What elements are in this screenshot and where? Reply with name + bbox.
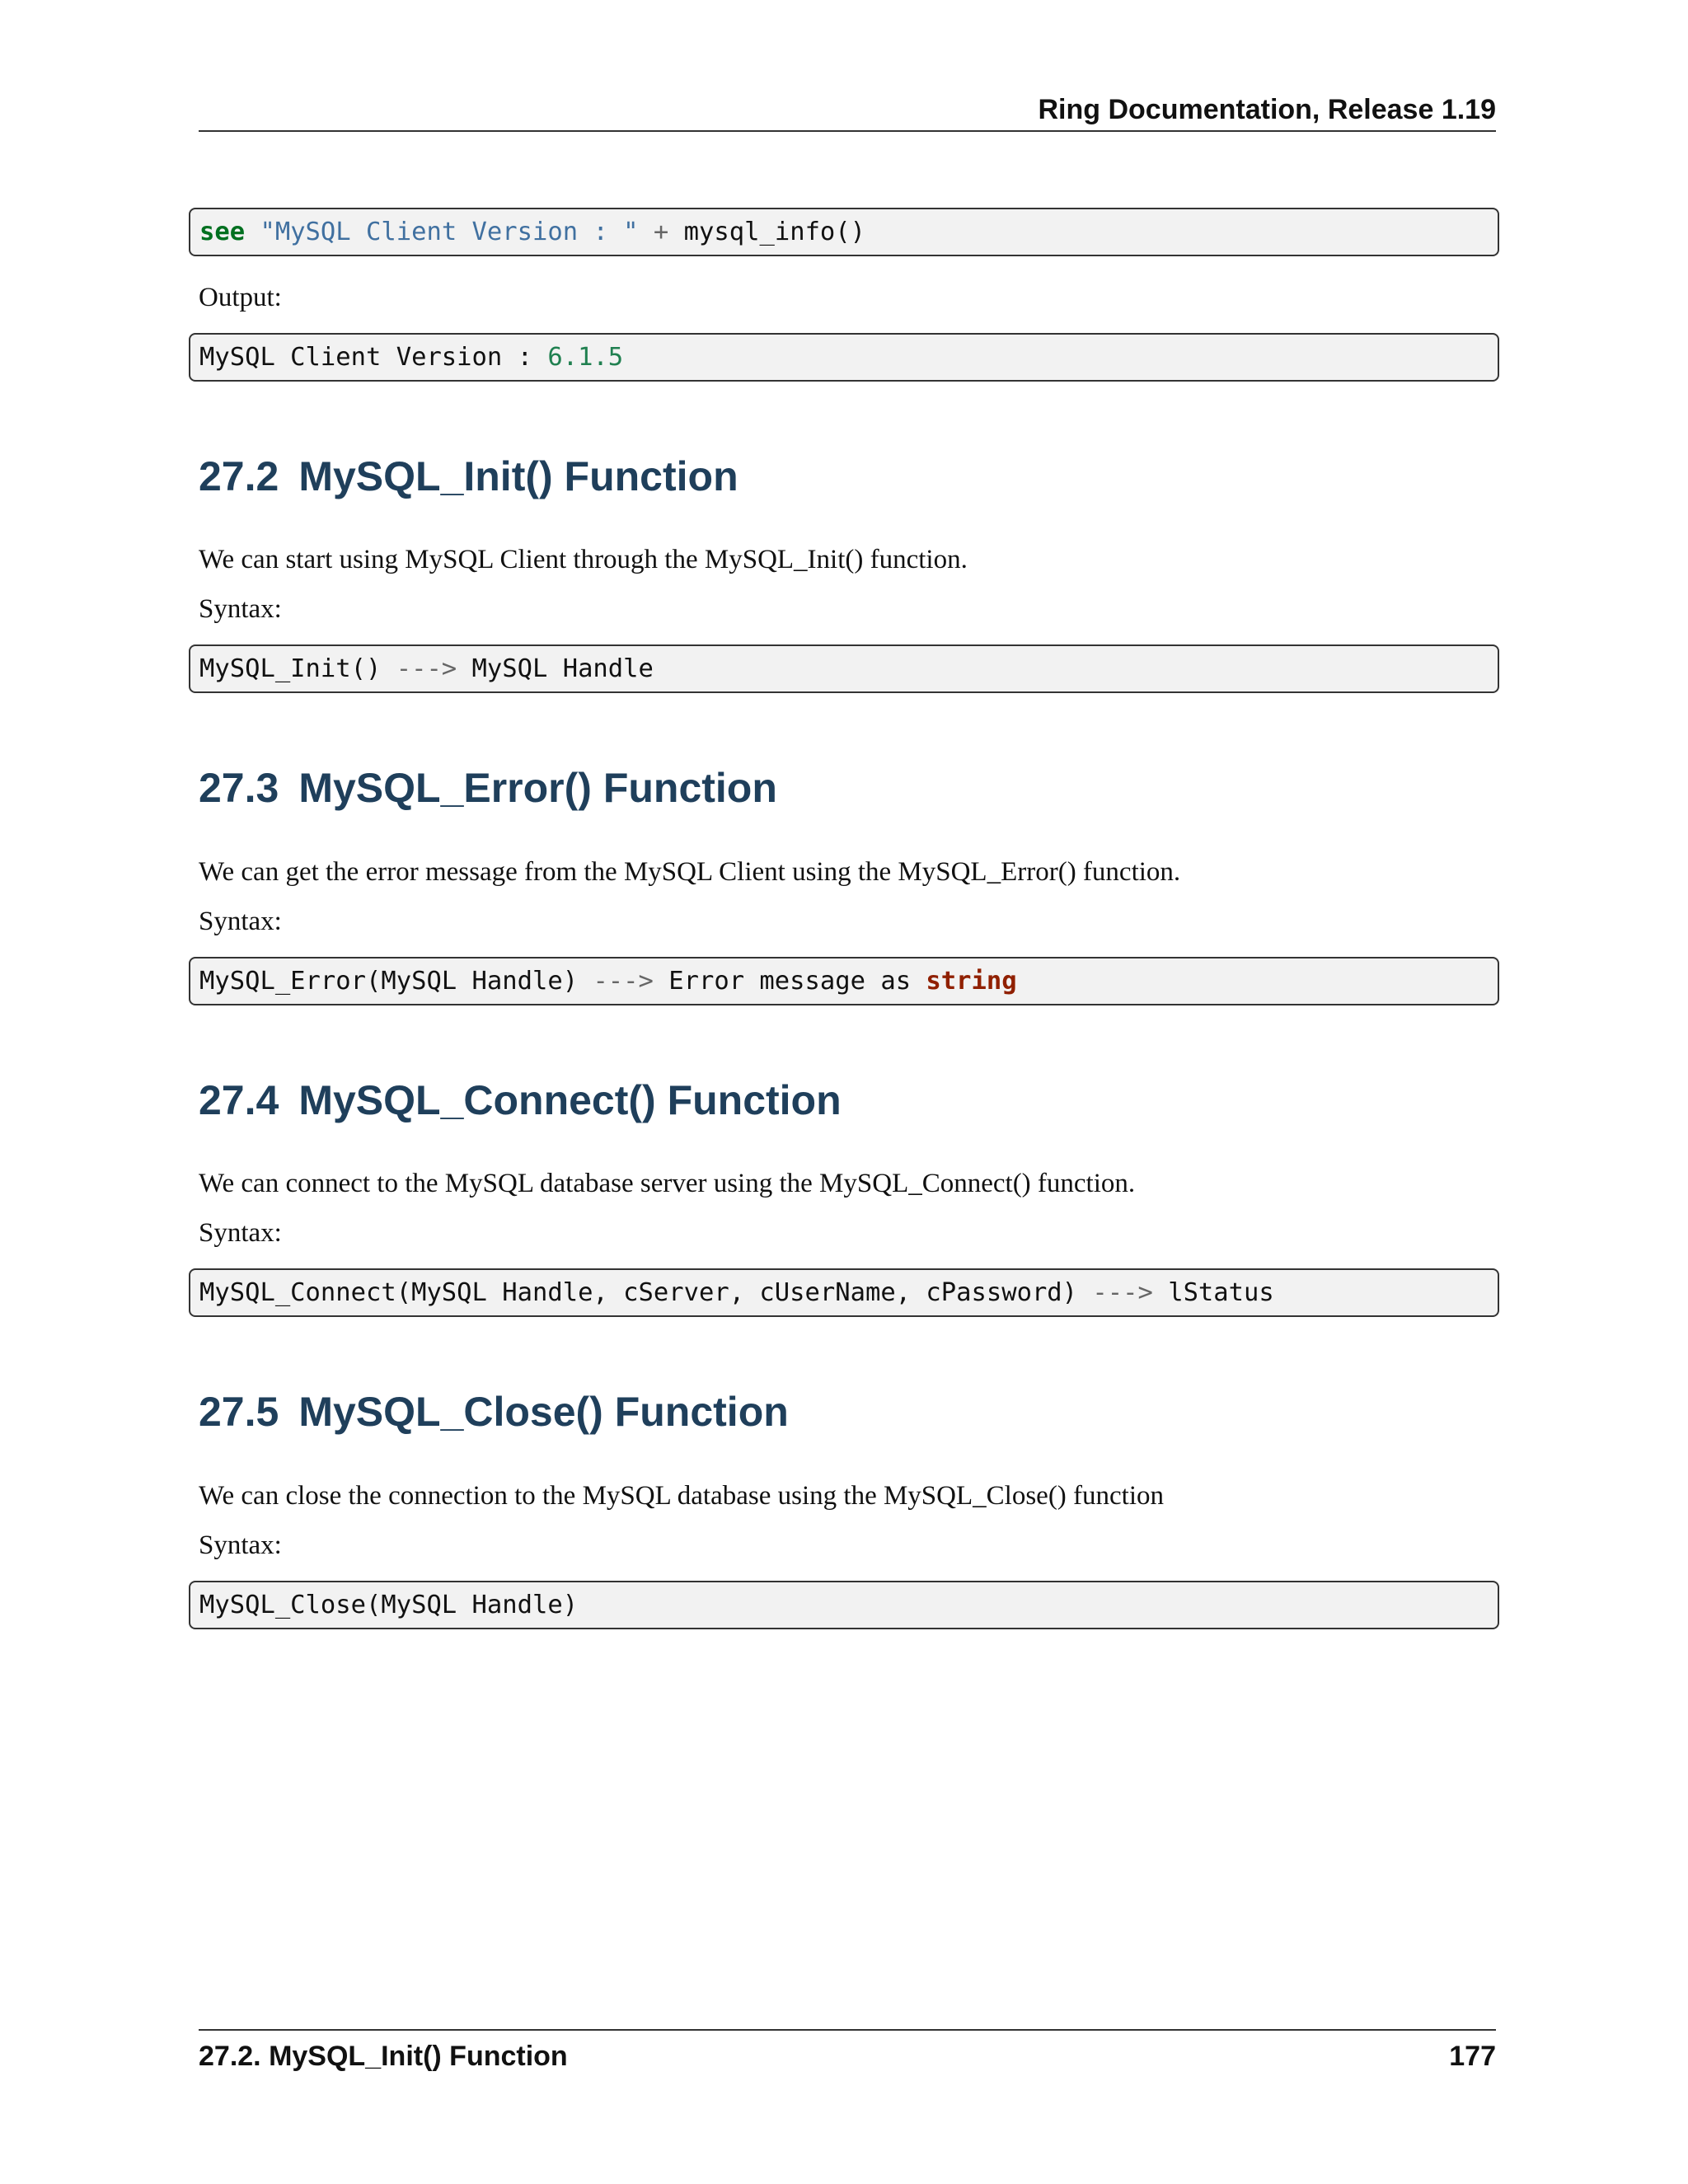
code-version-number: 6.1.5 [547,343,624,372]
code-text: MySQL Client Version : [199,343,548,372]
syntax-label: Syntax: [199,1218,282,1248]
section-description: We can close the connection to the MySQL database using the MySQL_Close() function [199,1481,1165,1511]
section-heading [199,452,738,500]
section-description: We can connect to the MySQL database server using the MySQL_Connect() function. [199,1169,1136,1198]
code-arrow: ---> [1092,1278,1153,1307]
section-title: MySQL_Close() Function [298,1389,789,1435]
section-heading [199,1076,842,1124]
code-block-syntax [189,644,1499,693]
page-number: 177 [1449,2041,1496,2072]
output-label: Output: [199,283,282,312]
section-number: 27.4 [199,1077,279,1123]
code-string: "MySQL Client Version : " [260,218,639,246]
code-text: lStatus [1152,1278,1274,1307]
section-description: We can start using MySQL Client through the MySQL_Init() function. [199,545,968,574]
code-block-mysql-info [189,208,1499,256]
footer-section: 27.2. MySQL_Init() Function [199,2041,568,2072]
page-footer [199,2029,1496,2080]
code-block-syntax [189,957,1499,1005]
code-text: Error message as [653,967,926,996]
code-text: MySQL_Close(MySQL Handle) [199,1591,579,1619]
section-title: MySQL_Error() Function [298,765,777,811]
section-title: MySQL_Init() Function [298,453,738,499]
code-text: MySQL_Connect(MySQL Handle, cServer, cUserName, cPassword) [199,1278,1093,1307]
document-title: Ring Documentation, Release 1.19 [1038,94,1496,125]
code-call: mysql_info() [683,218,866,246]
section-heading [199,1388,789,1436]
section-number: 27.3 [199,765,279,811]
section-description: We can get the error message from the MySQL Client using the MySQL_Error() function. [199,857,1181,887]
code-arrow: ---> [593,967,654,996]
section-heading [199,764,777,812]
code-text: MySQL_Error(MySQL Handle) [199,967,593,996]
code-type: string [926,967,1017,996]
syntax-label: Syntax: [199,1530,282,1560]
syntax-label: Syntax: [199,907,282,936]
section-title: MySQL_Connect() Function [298,1077,842,1123]
code-text: MySQL_Init() [199,654,396,683]
page-header [199,89,1496,132]
section-number: 27.5 [199,1389,279,1435]
code-keyword: see [199,218,246,246]
syntax-label: Syntax: [199,594,282,624]
code-arrow: ---> [396,654,457,683]
code-operator: + [653,218,669,246]
section-number: 27.2 [199,453,279,499]
code-block-syntax [189,1581,1499,1629]
code-text: MySQL Handle [457,654,654,683]
code-block-output [189,333,1499,382]
code-block-syntax [189,1268,1499,1317]
